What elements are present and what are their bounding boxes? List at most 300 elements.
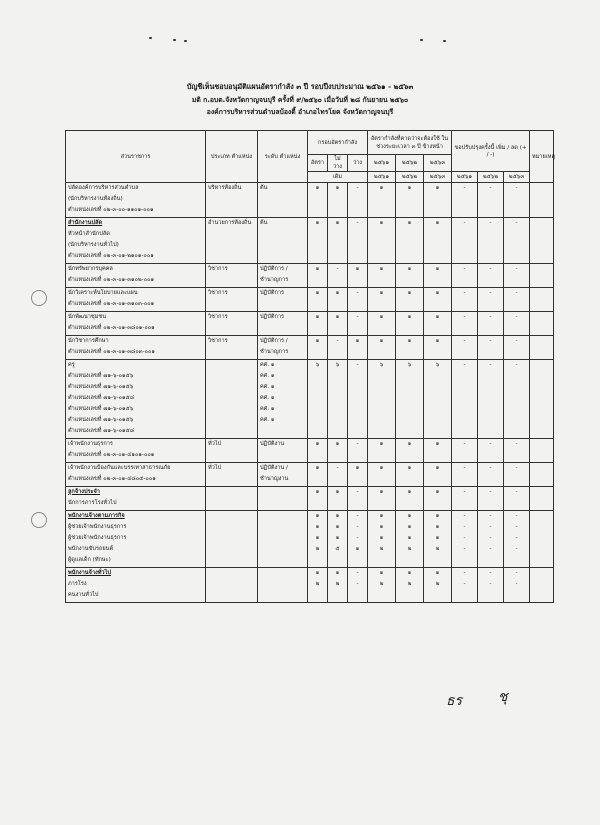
a2-cell [478,463,504,487]
a3-value: - [515,535,518,541]
type-value: วิชาการ [208,266,228,272]
empty-value: ๑ [335,441,340,447]
n3-value: ๒ [435,546,440,552]
unit-line: ตำแหน่งเลขที่ ๗๑-๖-๐๑๕๖ [68,417,134,423]
vacant-cell [348,336,368,360]
col-header-unit: ส่วนราชการ [66,131,206,183]
n3-value: ๒ [435,581,440,587]
unit-line: ตำแหน่งเลขที่ ๐๒-๓-๐๑-๓๘๐๑-๐๐๑ [68,325,155,331]
n3-value: ๑ [435,220,440,226]
col-header-need: อัตรากำลังที่คาดว่าจะต้องใช้ ในช่วงระยะเวลา ๓ ปี ข้างหน้า [368,131,452,155]
a2-value: - [489,546,492,552]
n1-cell [368,439,396,463]
rate-value: ๑ [315,465,320,471]
unit-line: พนักงานจ้างตามภารกิจ [68,513,125,519]
n3-value: ๑ [435,465,440,471]
unit-line: พนักงานขับรถยนต์ [68,546,114,552]
n2-value: ๑ [407,314,412,320]
unit-line: ผู้ช่วยเจ้าพนักงานธุรการ [68,524,127,530]
n3-cell [424,183,452,218]
n3-cell [424,360,452,439]
empty-cell [328,336,348,360]
unit-line: คนงานทั่วไป [68,592,99,598]
n1-cell [368,463,396,487]
note-cell [530,218,554,264]
unit-line: ลูกจ้างประจำ [68,489,100,495]
rate-cell [308,439,328,463]
n3-value: ๑ [435,185,440,191]
type-cell [206,218,258,264]
type-cell [206,487,258,511]
unit-line: ตำแหน่งเลขที่ ๐๒-๓-๐๑-๔๑๐๑-๐๐๑ [68,452,155,458]
a2-value: - [489,220,492,226]
vacant-cell [348,183,368,218]
table-row [66,312,554,336]
table-row [66,439,554,463]
type-cell [206,336,258,360]
rate-cell [308,288,328,312]
unit-line: นักพัฒนาชุมชน [68,314,107,320]
rate-cell [308,487,328,511]
level-value: คศ. ๑ [260,406,275,412]
n1-cell [368,360,396,439]
type-cell [206,312,258,336]
a3-cell [504,218,530,264]
rate-value: ๑ [315,290,320,296]
a3-value: - [515,465,518,471]
a1-value: - [463,220,466,226]
a1-cell [452,568,478,603]
rate-cell [308,360,328,439]
a2-cell [478,511,504,568]
a3-cell [504,264,530,288]
vacant-value: ๑ [355,266,360,272]
unit-line: นักการภารโรงทั่วไป [68,500,117,506]
vacant-value: - [356,535,359,541]
a1-value: - [463,362,466,368]
empty-cell [328,463,348,487]
unit-line: ตำแหน่งเลขที่ ๐๒-๓-๐๑-๔๘๐๕-๐๐๑ [68,476,156,482]
rate-value: ๑ [315,338,320,344]
level-cell [258,183,308,218]
a1-value: - [463,535,466,541]
a3-value: - [515,314,518,320]
vacant-value: ๑ [355,546,360,552]
empty-cell [328,568,348,603]
n1-value: ๑ [379,535,384,541]
col-header-rate: อัตรา [308,155,328,172]
unit-line: (นักบริหารงานทั่วไป) [68,242,119,248]
n1-value: ๒ [379,581,384,587]
empty-cell [328,183,348,218]
n2-value: ๖ [407,362,412,368]
rate-value: ๑ [315,441,320,447]
level-value: ปฏิบัติการ / ชำนาญการ [260,266,289,283]
vacant-cell [348,312,368,336]
level-value: คศ. ๑ [260,373,275,379]
col-header-note: หมายเหตุ [530,131,554,183]
a3-value: - [515,513,518,519]
a3-cell [504,439,530,463]
col-header-year: ๒๕๖๑ [368,172,396,183]
empty-cell [328,312,348,336]
unit-line: ตำแหน่งเลขที่ ๐๒-๓-๐๑-๒๑๐๑-๐๐๑ [68,253,154,259]
a3-cell [504,288,530,312]
type-value: ทั่วไป [208,465,222,471]
vacant-cell [348,463,368,487]
a2-value: - [489,513,492,519]
n2-value: ๑ [407,290,412,296]
n3-value: ๑ [435,314,440,320]
vacant-cell [348,218,368,264]
type-cell [206,463,258,487]
a2-value: - [489,290,492,296]
n3-cell [424,218,452,264]
a3-cell [504,183,530,218]
n2-cell [396,312,424,336]
vacant-value: ๑ [355,338,360,344]
n1-cell [368,218,396,264]
note-cell [530,568,554,603]
empty-cell [328,264,348,288]
unit-cell [66,439,206,463]
rate-value: ๑ [315,570,320,576]
level-value: ปฏิบัติการ [260,314,285,320]
a2-value: - [489,524,492,530]
rate-cell [308,568,328,603]
col-header-need-y2: ๒๕๖๒ [396,155,424,172]
a1-value: - [463,489,466,495]
a2-value: - [489,570,492,576]
unit-cell [66,463,206,487]
n3-value: ๑ [435,266,440,272]
unit-line: ผู้ดูแลเด็ก (ทักษะ) [68,557,111,563]
unit-cell [66,568,206,603]
a2-value: - [489,465,492,471]
n1-value: ๑ [379,570,384,576]
col-header-adjust-y1: ๒๕๖๑ [452,172,478,183]
rate-cell [308,218,328,264]
a2-cell [478,336,504,360]
level-cell [258,360,308,439]
level-cell [258,264,308,288]
vacant-value: - [356,489,359,495]
a1-cell [452,439,478,463]
unit-line: นักวิเคราะห์นโยบายและแผน [68,290,138,296]
empty-value: ๑ [335,489,340,495]
a1-value: - [463,266,466,272]
unit-line: หัวหน้าสำนักปลัด [68,231,110,237]
unit-line: นักวิชาการศึกษา [68,338,109,344]
a2-value: - [489,535,492,541]
col-header-old: เดิม [308,172,368,183]
n2-cell [396,463,424,487]
n2-value: ๒ [407,546,412,552]
rate-cell [308,511,328,568]
empty-cell [328,218,348,264]
unit-line: นักทรัพยากรบุคคล [68,266,113,272]
n3-cell [424,463,452,487]
n1-value: ๑ [379,513,384,519]
a2-value: - [489,441,492,447]
a1-cell [452,312,478,336]
a2-value: - [489,185,492,191]
a1-cell [452,487,478,511]
note-cell [530,487,554,511]
vacant-value: - [356,314,359,320]
n2-value: ๑ [407,266,412,272]
speck [184,40,187,42]
type-cell [206,183,258,218]
n3-cell [424,288,452,312]
table-row [66,463,554,487]
note-cell [530,312,554,336]
a1-cell [452,336,478,360]
vacant-value: - [356,581,359,587]
n2-value: ๒ [407,581,412,587]
n3-value: ๑ [435,338,440,344]
empty-value: ๖ [335,362,340,368]
empty-value: - [336,465,339,471]
type-value: วิชาการ [208,290,228,296]
level-cell [258,218,308,264]
handwritten-initials: ธร [446,693,463,709]
n1-cell [368,183,396,218]
rate-value: ๖ [315,362,320,368]
n1-cell [368,487,396,511]
note-cell [530,264,554,288]
n1-value: ๖ [379,362,384,368]
unit-cell [66,218,206,264]
n1-value: ๒ [379,546,384,552]
unit-line: (นักบริหารงานท้องถิ่น) [68,196,123,202]
level-value: ปฏิบัติงาน / ชำนาญงาน [260,465,289,482]
level-cell [258,487,308,511]
n1-value: ๑ [379,524,384,530]
unit-cell [66,360,206,439]
a1-value: - [463,524,466,530]
a1-value: - [463,314,466,320]
n2-cell [396,264,424,288]
empty-value: - [336,266,339,272]
n3-value: ๑ [435,441,440,447]
a3-cell [504,511,530,568]
punch-hole [31,290,47,306]
rate-value: ๑ [315,314,320,320]
rate-cell [308,312,328,336]
a1-value: - [463,546,466,552]
a1-value: - [463,290,466,296]
empty-value: - [336,338,339,344]
a1-cell [452,218,478,264]
speck [420,39,423,41]
rate-cell [308,336,328,360]
table-row [66,360,554,439]
rate-value: ๑ [315,513,320,519]
a2-value: - [489,314,492,320]
col-header-year: ๒๕๖๓ [424,172,452,183]
type-value: วิชาการ [208,314,228,320]
empty-cell [328,288,348,312]
rate-value: ๒ [315,546,320,552]
a1-value: - [463,338,466,344]
empty-value: ๕ [335,546,340,552]
unit-line: ตำแหน่งเลขที่ ๐๒-๓-๐๑-๓๑๐๒-๐๐๑ [68,277,155,283]
unit-cell [66,288,206,312]
empty-value: ๑ [335,535,340,541]
unit-line: ตำแหน่งเลขที่ ๗๑-๖-๐๑๕๖ [68,406,134,412]
n3-cell [424,336,452,360]
n2-cell [396,511,424,568]
a3-cell [504,336,530,360]
col-header-year: ๒๕๖๒ [396,172,424,183]
a3-value: - [515,570,518,576]
note-cell [530,336,554,360]
unit-line: ตำแหน่งเลขที่ ๗๑-๖-๐๑๕๘ [68,428,135,434]
vacant-cell [348,511,368,568]
unit-line: ตำแหน่งเลขที่ ๗๑-๖-๐๑๕๘ [68,395,135,401]
a3-cell [504,487,530,511]
col-header-adjust-y3: ๒๕๖๓ [504,172,530,183]
table-row [66,218,554,264]
level-value: ปฏิบัติงาน [260,441,285,447]
n2-cell [396,360,424,439]
n3-cell [424,264,452,288]
vacant-value: - [356,441,359,447]
empty-cell [328,487,348,511]
unit-line: ตำแหน่งเลขที่ ๐๒-๓-๐๑-๓๘๐๓-๐๐๑ [68,349,155,355]
rate-value: ๑ [315,220,320,226]
n1-value: ๑ [379,441,384,447]
col-header-adjust: ขอปรับปรุงครั้งนี้ เพิ่ม / ลด (+ / -) [452,131,530,172]
col-header-adjust-y2: ๒๕๖๒ [478,172,504,183]
n2-value: ๑ [407,441,412,447]
a3-cell [504,463,530,487]
a2-cell [478,312,504,336]
empty-value: ๑ [335,220,340,226]
n3-cell [424,511,452,568]
a3-value: - [515,524,518,530]
n1-value: ๑ [379,185,384,191]
a1-value: - [463,581,466,587]
vacant-value: - [356,362,359,368]
unit-line: ผู้ช่วยเจ้าพนักงานธุรการ [68,535,127,541]
speck [443,40,446,42]
a2-cell [478,288,504,312]
n3-cell [424,568,452,603]
a2-cell [478,218,504,264]
table-row [66,487,554,511]
rate-cell [308,264,328,288]
type-value: บริหารท้องถิ่น [208,185,242,191]
a2-value: - [489,581,492,587]
a2-cell [478,360,504,439]
unit-line: สำนักงานปลัด [68,220,103,226]
n1-cell [368,312,396,336]
n2-cell [396,183,424,218]
col-header-empty: ไม่ว่าง [328,155,348,172]
n3-value: ๑ [435,570,440,576]
a1-value: - [463,513,466,519]
n1-cell [368,336,396,360]
a2-cell [478,183,504,218]
unit-cell [66,183,206,218]
a3-value: - [515,362,518,368]
unit-line: ปลัดองค์การบริหารส่วนตำบล [68,185,139,191]
a3-cell [504,568,530,603]
note-cell [530,463,554,487]
table-row [66,568,554,603]
type-value: วิชาการ [208,338,228,344]
a2-value: - [489,338,492,344]
empty-value: ๑ [335,570,340,576]
level-value: คศ. ๑ [260,417,275,423]
unit-cell [66,336,206,360]
a1-cell [452,511,478,568]
table-row [66,183,554,218]
a3-value: - [515,546,518,552]
a2-value: - [489,362,492,368]
n2-cell [396,568,424,603]
vacant-cell [348,288,368,312]
type-value: อำนวยการท้องถิ่น [208,220,252,226]
col-header-level: ระดับ ตำแหน่ง [258,131,308,183]
rate-value: ๑ [315,185,320,191]
a2-value: - [489,489,492,495]
n2-value: ๑ [407,535,412,541]
n2-value: ๑ [407,220,412,226]
n2-cell [396,288,424,312]
note-cell [530,360,554,439]
type-value: ทั่วไป [208,441,222,447]
a3-value: - [515,266,518,272]
unit-cell [66,487,206,511]
n1-cell [368,288,396,312]
level-value: คศ. ๑ [260,395,275,401]
vacant-cell [348,264,368,288]
level-value: ปฏิบัติการ [260,290,285,296]
level-value: ต้น [260,185,268,191]
a2-cell [478,487,504,511]
level-cell [258,463,308,487]
empty-value: ๒ [335,581,340,587]
level-value: ต้น [260,220,268,226]
vacant-value: - [356,220,359,226]
vacant-value: ๑ [355,465,360,471]
type-cell [206,288,258,312]
punch-hole [31,512,47,528]
n1-cell [368,511,396,568]
n2-value: ๑ [407,338,412,344]
level-cell [258,439,308,463]
a3-cell [504,312,530,336]
empty-cell [328,360,348,439]
n3-value: ๖ [435,362,440,368]
vacant-cell [348,439,368,463]
n3-value: ๑ [435,489,440,495]
vacant-cell [348,487,368,511]
rate-value: ๑ [315,489,320,495]
n1-value: ๑ [379,314,384,320]
empty-value: ๑ [335,524,340,530]
a3-value: - [515,489,518,495]
n1-value: ๑ [379,220,384,226]
a2-cell [478,264,504,288]
level-value: คศ. ๑ [260,384,275,390]
level-cell [258,312,308,336]
a1-value: - [463,185,466,191]
level-value: ปฏิบัติการ / ชำนาญการ [260,338,289,355]
